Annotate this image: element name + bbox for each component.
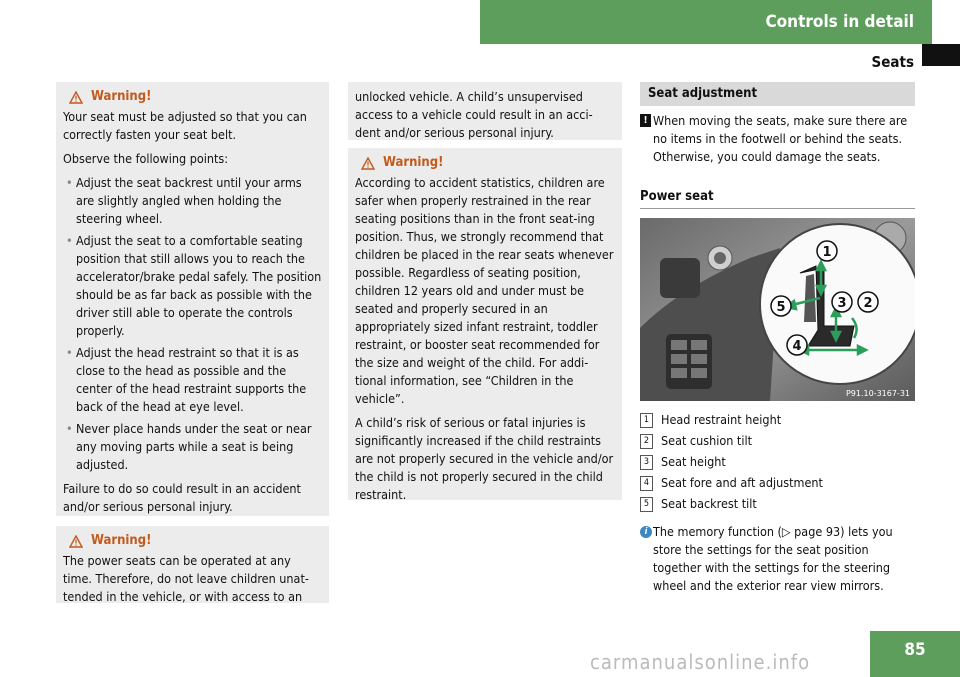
seat-controls-illustration [640,218,915,401]
warning-title-text: Warning! [383,155,444,170]
chapter-header [480,0,932,44]
paragraph: The power seats can be operated at any time. Therefore, do not leave children unat-tended in the vehicle, or with access to an [63,553,309,604]
paragraph: Failure to do so could result in an accident and/or serious personal injury. [63,481,301,514]
caution-note [640,112,915,166]
power-seat-heading: Power seat [640,188,915,209]
item-label: Seat fore and aft adjustment [661,475,823,490]
watermark: carmanualsonline.info [590,650,811,674]
info-note [640,523,915,595]
list-item [640,432,915,450]
list-item [640,495,915,513]
warning-triangle-icon [69,535,83,548]
list-item: • Adjust the head restraint so that it is as close to the head as possible and the center of the head restraint supports the back of the head at eye level. [63,344,323,416]
paragraph: Observe the following points: [63,151,229,166]
warning-box-seat-adjust [56,82,329,516]
callout-5: 5 [776,300,786,315]
paragraph: Your seat must be adjusted so that you can correctly fasten your seat belt. [63,109,307,142]
paragraph: unlocked vehicle. A child’s unsupervised access to a vehicle could result in an acci-dent and/or serious personal injury. [355,89,593,140]
item-number: 3 [640,455,653,470]
list-item [640,474,915,492]
warning-title-text: Warning! [91,89,152,104]
item-label: Seat height [661,454,726,469]
list-item [640,411,915,429]
warning-triangle-icon [69,91,83,104]
info-text: The memory function (▷ page 93) lets you store the settings for the seat position together with the settings for the steering wheel and the exterior rear view mirrors. [653,524,893,593]
warning-box-children [348,148,622,500]
warning-heading [355,154,616,172]
header-marker [922,44,960,66]
adjustment-legend [640,411,915,513]
bullet-list [63,174,323,474]
callout-3: 3 [837,296,847,311]
paragraph: According to accident statistics, children are safer when properly restrained in the rear seating positions than in the front seat-ing position. Thus, we strongly recommend that children be placed in the rear seats whenever possible. Regardless of seating position, children 12 years old and under must be seated and properly secured in an appropriately sized infant restraint, toddler restraint, or booster seat recommended for the size and weight of the child. For addi-tional information, see “Children in the vehicle”. [355,175,614,406]
callout-1: 1 [822,245,832,260]
warning-heading [63,88,323,106]
chapter-title: Controls in detail [765,12,914,32]
power-seat-photo [640,218,915,401]
warning-title-text: Warning! [91,533,152,548]
section-title: Seats [871,53,914,71]
item-number: 5 [640,497,653,512]
paragraph: A child’s risk of serious or fatal injuries is significantly increased if the child restraints are not properly secured in the vehicle and/or the child is not properly secured in the child restraint. [355,415,614,502]
seat-adjustment-heading: Seat adjustment [640,82,915,106]
photo-code: P91.10-3167-31 [845,389,910,398]
item-number: 4 [640,476,653,491]
right-column [640,82,915,595]
list-item [640,453,915,471]
item-label: Seat backrest tilt [661,496,757,511]
callout-4: 4 [792,339,802,354]
warning-triangle-icon [361,157,375,170]
page-number: 85 [870,631,960,677]
info-icon: i [640,526,652,538]
item-number: 2 [640,434,653,449]
warning-box-continued [348,82,622,140]
callout-2: 2 [863,296,873,311]
item-label: Seat cushion tilt [661,433,752,448]
item-number: 1 [640,413,653,428]
caution-text: When moving the seats, make sure there are no items in the footwell or behind the seats. Otherwise, you could damage the seats. [653,113,908,164]
warning-heading [63,532,323,550]
list-item: • Adjust the seat to a comfortable seating position that still allows you to reach the accelerator/brake pedal safely. The position should be as far back as possible with the driver still able to operate the controls properly. [63,232,323,340]
list-item: • Adjust the seat backrest until your arms are slightly angled when holding the steering wheel. [63,174,323,228]
caution-icon: ! [640,114,651,127]
warning-box-power-seats [56,526,329,603]
list-item: • Never place hands under the seat or near any moving parts while a seat is being adjusted. [63,420,323,474]
item-label: Head restraint height [661,412,782,427]
